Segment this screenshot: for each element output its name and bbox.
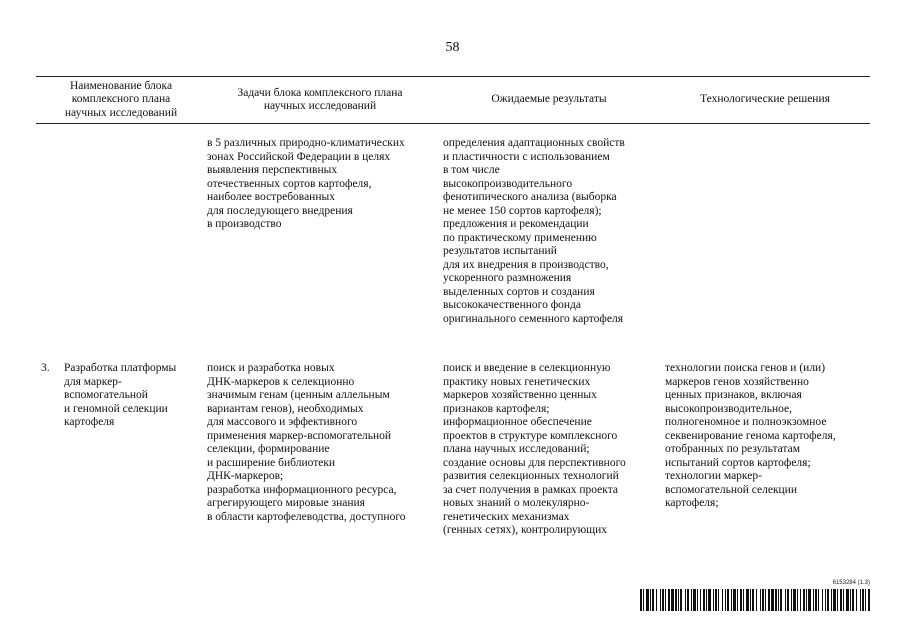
- header-tech-solutions: Технологические решения: [700, 93, 830, 106]
- header-tasks: Задачи блока комплексного плана научных исследований: [237, 86, 403, 112]
- page-number: 58: [445, 40, 460, 55]
- barcode-icon: [640, 589, 870, 611]
- header-block-name: Наименование блока комплексного плана научных исследований: [64, 79, 178, 119]
- cont-results-cell: определения адаптационных свойств и пластичности с использованием в том числе высокопроизводительного фенотипического анализа (выборка не менее 150 сортов картофеля); предложения и рекомендации по практическому применению результатов испытаний для их внедрения в производство, ускоренного размножения выделенных сортов и создания высококачественного фонда оригинального семенного картофеля: [443, 137, 625, 325]
- barcode-id: 6153284 (1.3): [832, 580, 870, 586]
- cont-tasks-cell: в 5 различных природно-климатических зонах Российской Федерации в целях выявления перспективных отечественных сортов картофеля, наиболее востребованных для последующего внедрения в производство: [207, 137, 405, 230]
- table-header-rule: [36, 123, 870, 124]
- row3-results-cell: поиск и введение в селекционную практику новых генетических маркеров хозяйственно ценных признаков картофеля; информационное обеспечение проектов в структуре комплексного плана научных исследований; создание основы для перспективного развития селекционных технологий за счет получения в рамках проекта новых знаний о молекулярно- генетических механизмах (генных сетях), контролирующих: [443, 362, 626, 536]
- row-number: 3.: [41, 362, 50, 374]
- row3-tasks-cell: поиск и разработка новых ДНК-маркеров к селекционно значимым генам (ценным аллельным вариантам генов), необходимых для массового и эффективного применения маркер-вспомогательной селекции, формирование и расширение библиотеки ДНК-маркеров; разработка информационного ресурса, агрегирующего мировые знания в области картофелеводства, доступного: [207, 362, 406, 523]
- document-barcode: [640, 580, 870, 622]
- header-expected-results: Ожидаемые результаты: [491, 93, 607, 106]
- row3-name-cell: Разработка платформы для маркер- вспомогательной и геномной селекции картофеля: [64, 362, 177, 428]
- row3-solutions-cell: технологии поиска генов и (или) маркеров генов хозяйственно ценных признаков, включая высокопроизводительное, полногеномное и полноэкзомное секвенирование генома картофеля, отобранных по результатам испытаний сортов картофеля; технологии маркер- вспомогательной селекции картофеля;: [665, 362, 836, 509]
